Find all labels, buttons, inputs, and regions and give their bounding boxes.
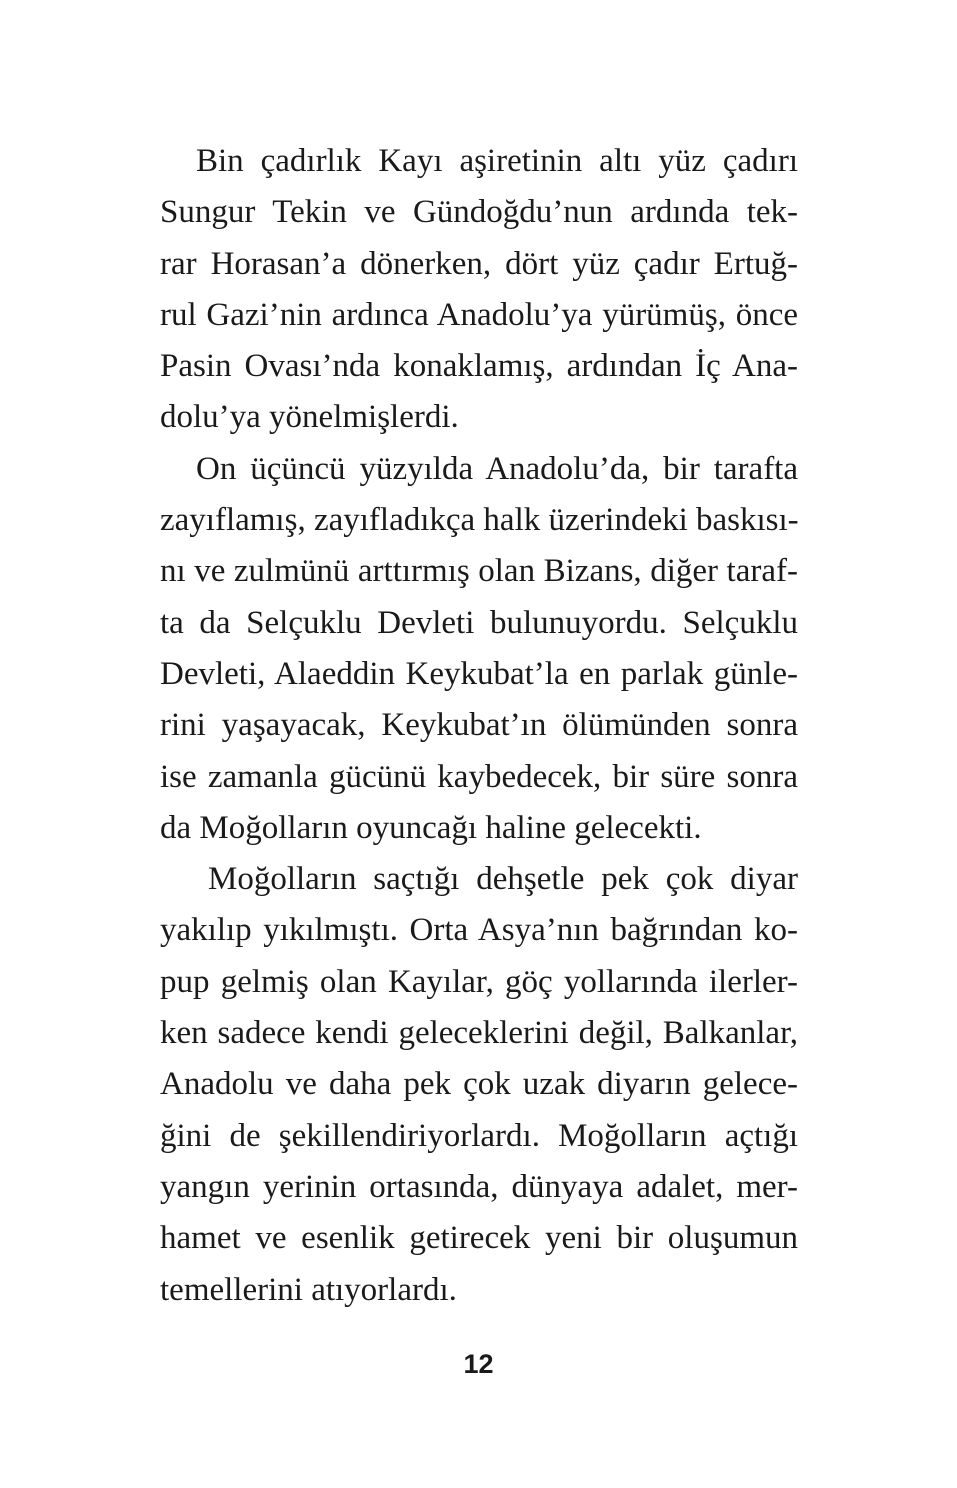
paragraph-line: ise zamanla gücünü kaybedecek, bir süre sonra (160, 758, 798, 795)
paragraph-line: rar Horasan’a dönerken, dört yüz çadır Ertuğ- (160, 245, 798, 282)
paragraph-line: rul Gazi’nin ardınca Anadolu’ya yürümüş, önce (160, 296, 798, 333)
paragraph-line: pup gelmiş olan Kayılar, göç yollarında ilerler- (160, 963, 798, 1000)
paragraph-line: zayıflamış, zayıfladıkça halk üzerindeki baskısı- (160, 502, 799, 539)
paragraph-line: Pasin Ovası’nda konaklamış, ardından İç Ana- (160, 348, 798, 385)
paragraph-line: yangın yerinin ortasında, dünyaya adalet, mer- (160, 1168, 798, 1205)
paragraph-line: ta da Selçuklu Devleti bulunuyordu. Selçuklu (160, 604, 798, 641)
paragraph-line: temellerini atıyorlardı. (160, 1271, 457, 1308)
paragraph-line: hamet ve esenlik getirecek yeni bir oluşumun (160, 1220, 798, 1257)
page-number: 12 (463, 1349, 494, 1379)
paragraph-1 (160, 136, 798, 444)
paragraph-line: yakılıp yıkılmıştı. Orta Asya’nın bağrından ko- (160, 912, 798, 949)
paragraph-line: Anadolu ve daha pek çok uzak diyarın gelece- (160, 1066, 798, 1103)
paragraph-line: Bin çadırlık Kayı aşiretinin altı yüz çadırı (196, 143, 798, 179)
paragraph-line: ken sadece kendi geleceklerini değil, Balkanlar, (160, 1015, 798, 1052)
paragraph-line: Moğolların saçtığı dehşetle pek çok diyar (208, 861, 798, 898)
paragraph-line: nı ve zulmünü arttırmış olan Bizans, diğer taraf- (160, 553, 798, 590)
body-text (160, 136, 798, 1316)
paragraph-2 (160, 444, 798, 854)
paragraph-line: dolu’ya yönelmişlerdi. (160, 399, 459, 436)
paragraph-line: ğini de şekillendiriyorlardı. Moğolların açtığı (160, 1117, 798, 1154)
paragraph-line: Devleti, Alaeddin Keykubat’la en parlak günle- (160, 655, 798, 692)
paragraph-line: On üçüncü yüzyılda Anadolu’da, bir tarafta (196, 450, 798, 487)
paragraph-line: da Moğolların oyuncağı haline gelecekti. (160, 809, 702, 846)
paragraph-line: Sungur Tekin ve Gündoğdu’nun ardında tek- (160, 194, 798, 231)
paragraph-3 (160, 854, 798, 1316)
paragraph-line: rini yaşayacak, Keykubat’ın ölümünden sonra (160, 707, 798, 744)
